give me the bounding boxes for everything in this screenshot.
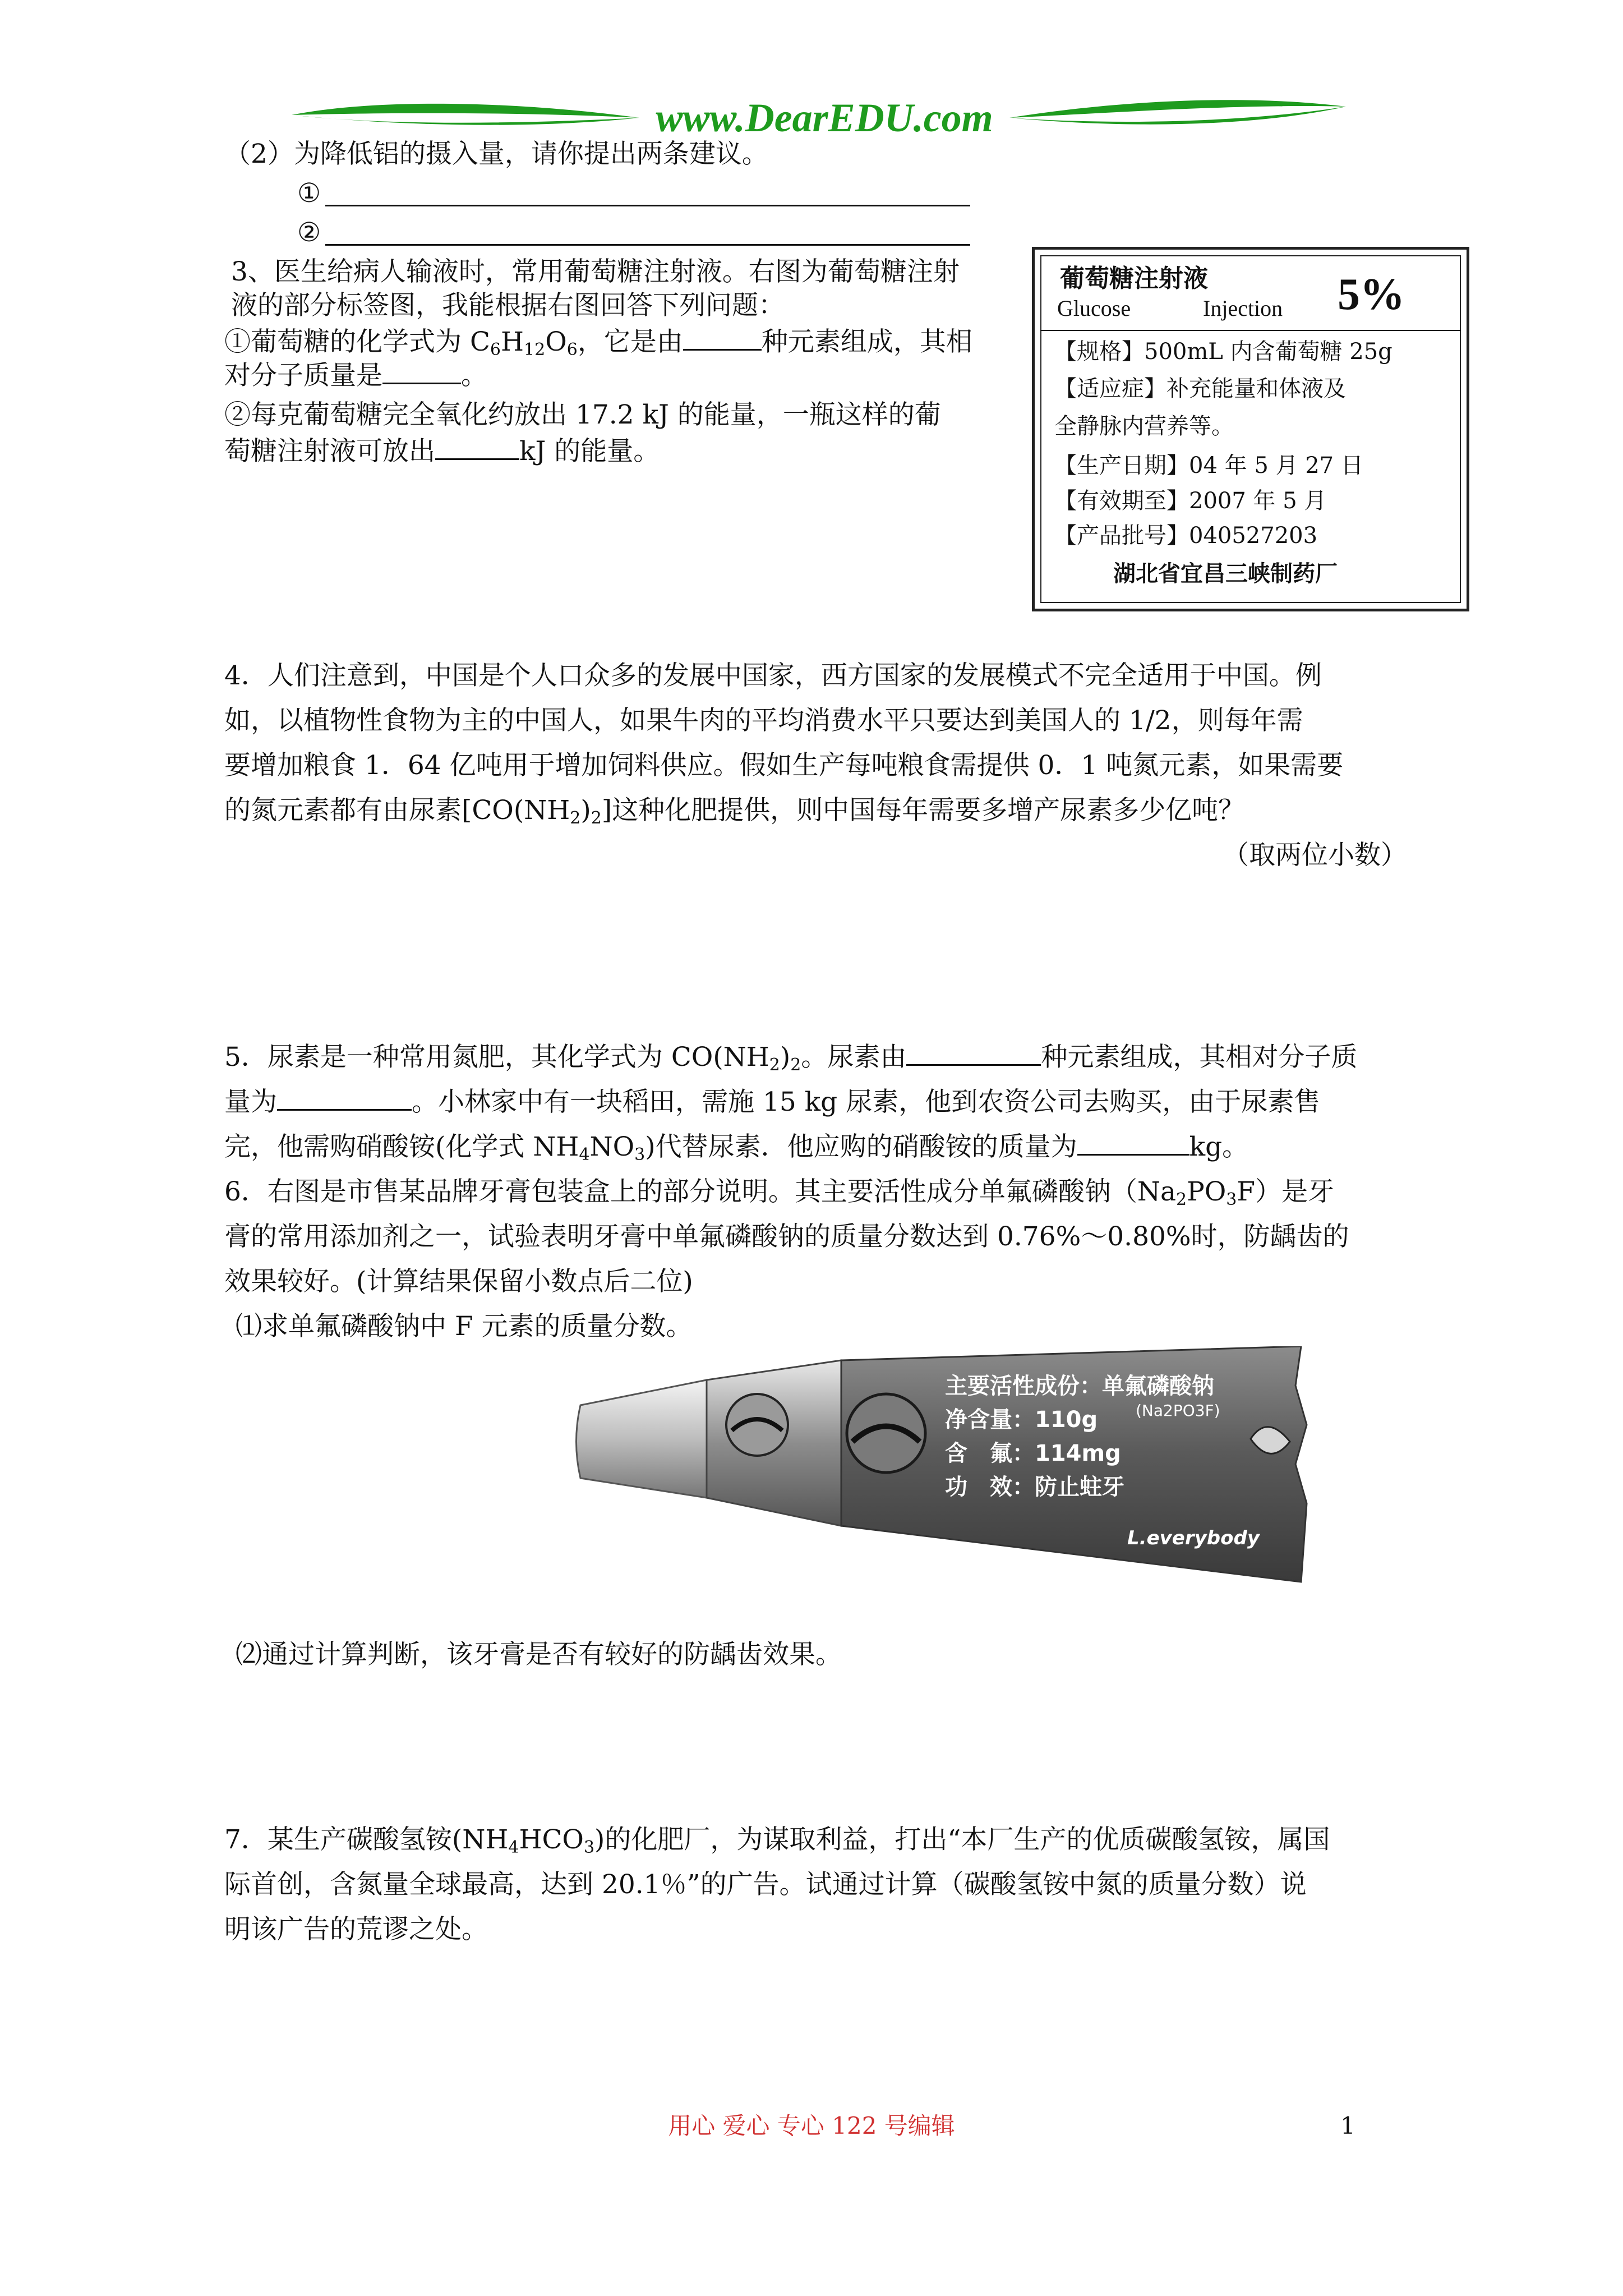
toothpaste-net-weight: 净含量：110g bbox=[945, 1407, 1098, 1433]
q5-line1: 5．尿素是一种常用氮肥，其化学式为 $CO(NH_2)_2$。尿素由 种元素组成，其相对分子质 bbox=[224, 1042, 1358, 1075]
q2-answer-line-1 bbox=[325, 205, 970, 206]
q5-blank-ammonium-nitrate[interactable] bbox=[1077, 1131, 1189, 1156]
toothpaste-ingredient: 主要活性成份：单氟磷酸钠 bbox=[945, 1373, 1214, 1399]
q3-blank-elements[interactable] bbox=[683, 326, 762, 351]
q6-line2: 膏的常用添加剂之一，试验表明牙膏中单氟磷酸钠的质量分数达到 0.76%～0.80%时，防龋齿的 bbox=[224, 1221, 1349, 1252]
q7-line3: 明该广告的荒谬之处。 bbox=[224, 1914, 488, 1945]
toothpaste-brand: L.everybody bbox=[1127, 1527, 1260, 1549]
site-logo-text: www.DearEDU.com bbox=[656, 95, 993, 140]
q4-note: （取两位小数） bbox=[1223, 840, 1407, 871]
q6-line3: 效果较好。(计算结果保留小数点后二位) bbox=[224, 1266, 693, 1297]
q3-line4: 对分子质量是 。 bbox=[224, 360, 487, 391]
label-title-cn: 葡萄糖注射液 bbox=[1060, 264, 1208, 293]
toothpaste-formula: (Na2PO3F) bbox=[1136, 1401, 1220, 1420]
q5-blank-elements[interactable] bbox=[906, 1042, 1041, 1066]
q5-line3: 完，他需购硝酸铵(化学式 $NH_4NO_3$)代替尿素．他应购的硝酸铵的质量为 kg。 bbox=[224, 1131, 1249, 1165]
q6-sub2: ⑵通过计算判断，该牙膏是否有较好的防龋齿效果。 bbox=[236, 1639, 842, 1670]
q2-item2-marker: ② bbox=[297, 217, 321, 248]
toothpaste-image bbox=[572, 1346, 1312, 1593]
q5-blank-mass[interactable] bbox=[277, 1087, 412, 1111]
toothpaste-fluorine: 含 氟：114mg bbox=[945, 1441, 1121, 1466]
q2-answer-line-2 bbox=[325, 244, 970, 246]
label-maker: 湖北省宜昌三峡制药厂 bbox=[1113, 560, 1338, 587]
q6-sub1: ⑴求单氟磷酸钠中 F 元素的质量分数。 bbox=[236, 1311, 693, 1342]
label-batch: 【产品批号】040527203 bbox=[1054, 523, 1318, 549]
q5-line2: 量为 。小林家中有一块稻田，需施 15 kg 尿素，他到农资公司去购买，由于尿素售 bbox=[224, 1087, 1321, 1117]
toothpaste-effect: 功 效：防止蛀牙 bbox=[945, 1474, 1124, 1500]
q7-line2: 际首创，含氮量全球最高，达到 20.1％”的广告。试通过计算（碳酸氢铵中氮的质量分数）说 bbox=[224, 1869, 1307, 1900]
glucose-label bbox=[1032, 247, 1469, 611]
label-percent: 5% bbox=[1338, 270, 1405, 319]
page-number: 1 bbox=[1340, 2112, 1355, 2139]
q2-item1-marker: ① bbox=[297, 178, 321, 209]
q6-line1: 6．右图是市售某品牌牙膏包装盒上的部分说明。其主要活性成分单氟磷酸钠$(Na_2PO_3F)$是牙 bbox=[224, 1176, 1335, 1209]
label-title-en-1: Glucose bbox=[1057, 296, 1131, 321]
label-divider bbox=[1040, 330, 1461, 331]
q3-line2: 液的部分标签图，我能根据右图回答下列问题： bbox=[231, 290, 785, 321]
q3-line6: 萄糖注射液可放出 kJ 的能量。 bbox=[224, 436, 660, 467]
q4-line3: 要增加粮食 1．64 亿吨用于增加饲料供应。假如生产每吨粮食需提供 0．1 吨氮元素，如果需要 bbox=[224, 750, 1344, 781]
label-production-date: 【生产日期】04 年 5 月 27 日 bbox=[1054, 453, 1363, 478]
q3-blank-mass[interactable] bbox=[382, 360, 461, 384]
q7-line1: 7．某生产碳酸氢铵$(NH_4HCO_3)$的化肥厂，为谋取利益，打出“本厂生产的优质碳酸氢铵，属国 bbox=[224, 1824, 1330, 1857]
label-expiry: 【有效期至】2007 年 5 月 bbox=[1054, 488, 1327, 514]
label-spec: 【规格】500mL 内含葡萄糖 25g bbox=[1054, 339, 1393, 365]
label-title-en-2: Injection bbox=[1203, 296, 1283, 321]
q3-blank-energy[interactable] bbox=[435, 436, 519, 460]
q3-line3: ①葡萄糖的化学式为 $C_6H_{12}O_6$，它是由 种元素组成，其相 bbox=[224, 326, 972, 360]
q3-line5: ②每克葡萄糖完全氧化约放出 17.2 kJ 的能量，一瓶这样的葡 bbox=[224, 399, 941, 430]
q2-prompt: （2）为降低铝的摄入量，请你提出两条建议。 bbox=[224, 139, 768, 169]
q4-line1: 4．人们注意到，中国是个人口众多的发展中国家，西方国家的发展模式不完全适用于中国。例 bbox=[224, 660, 1322, 691]
q4-line2: 如，以植物性食物为主的中国人，如果牛肉的平均消费水平只要达到美国人的 1/2，则每年需 bbox=[224, 705, 1303, 736]
label-indication-2: 全静脉内营养等。 bbox=[1054, 413, 1234, 439]
page-footer: 用心 爱心 专心 122 号编辑 bbox=[668, 2112, 955, 2139]
q3-line1: 3、医生给病人输液时，常用葡萄糖注射液。右图为葡萄糖注射 bbox=[231, 256, 960, 287]
label-indication-1: 【适应症】补充能量和体液及 bbox=[1054, 376, 1346, 402]
q4-line4: 的氮元素都有由尿素$[CO(NH_2)_2]$这种化肥提供，则中国每年需要多增产尿素多少亿吨？ bbox=[224, 795, 1245, 828]
